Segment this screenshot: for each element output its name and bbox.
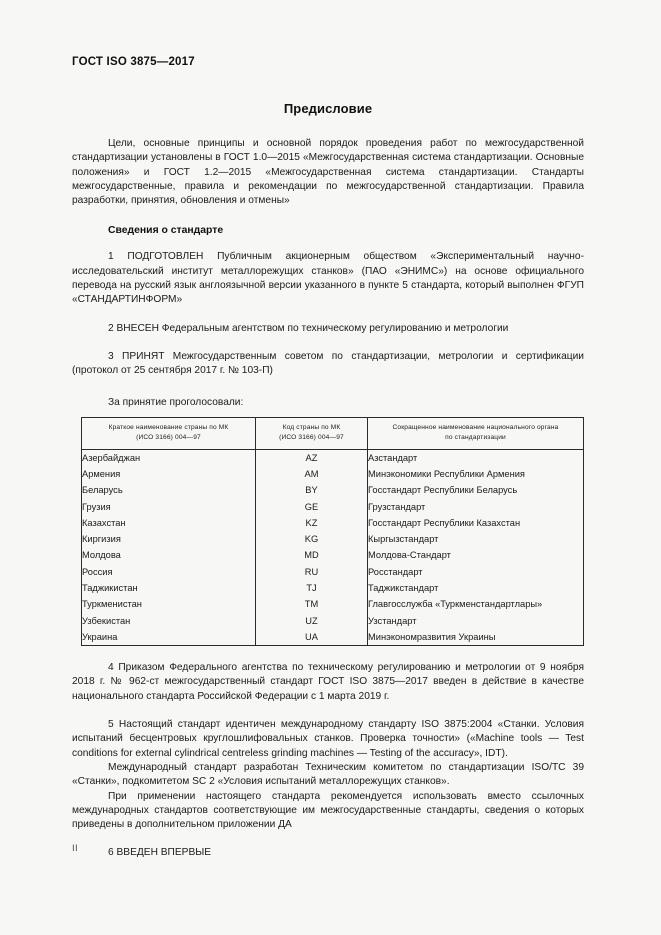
column-header-national-body-line2: по стандартизации — [445, 433, 506, 441]
cell-country-name: Грузия — [82, 498, 256, 514]
column-header-national-body-line1: Сокращенное наименование национального органа — [392, 423, 559, 431]
cell-national-body: Кыргызстандарт — [368, 531, 584, 547]
column-header-national-body — [368, 417, 584, 449]
clause-5: 5 Настоящий стандарт идентичен международному стандарту ISO 3875:2004 «Станки. Условия испытаний бесцентровых круглошлифовальных станков. Проверка точности» («Machine tools — Test conditions for external cylindrical centreless grinding machines — Testing of the accuracy», IDT). — [72, 719, 584, 759]
cell-national-body: Главгосслужба «Туркменстандартлары» — [368, 596, 584, 612]
table-row — [82, 596, 584, 612]
cell-country-name: Молдова — [82, 547, 256, 563]
cell-national-body: Росстандарт — [368, 564, 584, 580]
clause-6: 6 ВВЕДЕН ВПЕРВЫЕ — [108, 847, 212, 859]
cell-national-body: Узстандарт — [368, 613, 584, 629]
page-content — [72, 56, 584, 861]
cell-country-name: Украина — [82, 629, 256, 646]
clause-2: 2 ВНЕСЕН Федеральным агентством по техническому регулированию и метрологии — [108, 322, 509, 334]
table-header — [82, 417, 584, 449]
table-header-row — [82, 417, 584, 449]
cell-country-name: Узбекистан — [82, 613, 256, 629]
table-row — [82, 466, 584, 482]
table-row — [82, 449, 584, 466]
cell-country-code: BY — [256, 482, 368, 498]
cell-country-name: Таджикистан — [82, 580, 256, 596]
cell-country-name: Беларусь — [82, 482, 256, 498]
cell-national-body: Молдова-Стандарт — [368, 547, 584, 563]
page-title: Предисловие — [283, 101, 373, 116]
section-heading-standard-info: Сведения о стандарте — [108, 225, 224, 237]
cell-national-body: Минэкономики Республики Армения — [368, 466, 584, 482]
cell-country-code: AZ — [256, 449, 368, 466]
cell-national-body: Минэкономразвития Украины — [368, 629, 584, 646]
cell-national-body: Таджикстандарт — [368, 580, 584, 596]
clause-5-note-2: При применении настоящего стандарта рекомендуется использовать вместо ссылочных международных стандартов соответствующие им межгосударственные стандарты, сведения о которых приведены в дополнительном приложении ДА — [72, 790, 584, 831]
cell-country-code: RU — [256, 564, 368, 580]
cell-national-body: Госстандарт Республики Беларусь — [368, 482, 584, 498]
cell-country-name: Азербайджан — [82, 449, 256, 466]
cell-country-code: UA — [256, 629, 368, 646]
table-row — [82, 482, 584, 498]
foreword-paragraph: Цели, основные принципы и основной порядок проведения работ по межгосударственной стандартизации установлены в ГОСТ 1.0—2015 «Межгосударственная система стандартизации. Основные положения» и ГОСТ 1.2—2015 «Межгосударственная система стандартизации. Стандарты межгосударственные, правила и рекомендации по межгосударственной стандартизации. Правила разработки, принятия, обновления и отмены» — [72, 138, 584, 207]
table-row — [82, 580, 584, 596]
cell-national-body: Госстандарт Республики Казахстан — [368, 515, 584, 531]
cell-country-code: KG — [256, 531, 368, 547]
cell-country-code: UZ — [256, 613, 368, 629]
cell-country-code: MD — [256, 547, 368, 563]
vote-line: За принятие проголосовали: — [108, 396, 244, 408]
table-body — [82, 449, 584, 646]
clause-1: 1 ПОДГОТОВЛЕН Публичным акционерным обществом «Экспериментальный научно-исследовательский институт металлорежущих станков» (ПАО «ЭНИМС») на основе официального перевода на русский язык англоязычной версии указанного в пункте 5 стандарта, который выполнен ФГУП «СТАНДАРТИНФОРМ» — [72, 251, 584, 306]
cell-country-code: KZ — [256, 515, 368, 531]
cell-country-code: TM — [256, 596, 368, 612]
table-row — [82, 498, 584, 514]
cell-country-name: Россия — [82, 564, 256, 580]
clause-4: 4 Приказом Федерального агентства по техническому регулированию и метрологии от 9 ноября 2018 г. № 962-ст межгосударственный стандарт ГОСТ ISO 3875—2017 введен в действие в качестве национального стандарта Российской Федерации с 1 марта 2019 г. — [72, 662, 584, 702]
column-header-country-name — [82, 417, 256, 449]
cell-country-code: TJ — [256, 580, 368, 596]
column-header-country-name-line2: (ИСО 3166) 004—97 — [136, 433, 201, 441]
cell-country-name: Киргизия — [82, 531, 256, 547]
column-header-country-code — [256, 417, 368, 449]
table-row — [82, 613, 584, 629]
clause-5-note-1: Международный стандарт разработан Техническим комитетом по стандартизации ISO/TC 39 «Станки», подкомитетом SC 2 «Условия испытаний металлорежущих станков». — [72, 761, 584, 788]
cell-country-name: Казахстан — [82, 515, 256, 531]
table-row — [82, 564, 584, 580]
clause-3: 3 ПРИНЯТ Межгосударственным советом по стандартизации, метрологии и сертификации (протокол от 25 сентября 2017 г. № 103-П) — [72, 350, 584, 377]
voting-countries-table — [81, 417, 584, 647]
cell-country-name: Туркменистан — [82, 596, 256, 612]
cell-country-code: AM — [256, 466, 368, 482]
cell-country-code: GE — [256, 498, 368, 514]
column-header-country-code-line2: (ИСО 3166) 004—97 — [279, 433, 344, 441]
cell-national-body: Грузстандарт — [368, 498, 584, 514]
cell-national-body: Азстандарт — [368, 449, 584, 466]
column-header-country-code-line1: Код страны по МК — [282, 423, 341, 431]
table-row — [82, 629, 584, 646]
table-row — [82, 531, 584, 547]
cell-country-name: Армения — [82, 466, 256, 482]
document-code: ГОСТ ISO 3875—2017 — [72, 56, 195, 68]
table-row — [82, 547, 584, 563]
page-number: II — [72, 843, 79, 854]
column-header-country-name-line1: Краткое наименование страны по МК — [108, 423, 229, 431]
table-row — [82, 515, 584, 531]
